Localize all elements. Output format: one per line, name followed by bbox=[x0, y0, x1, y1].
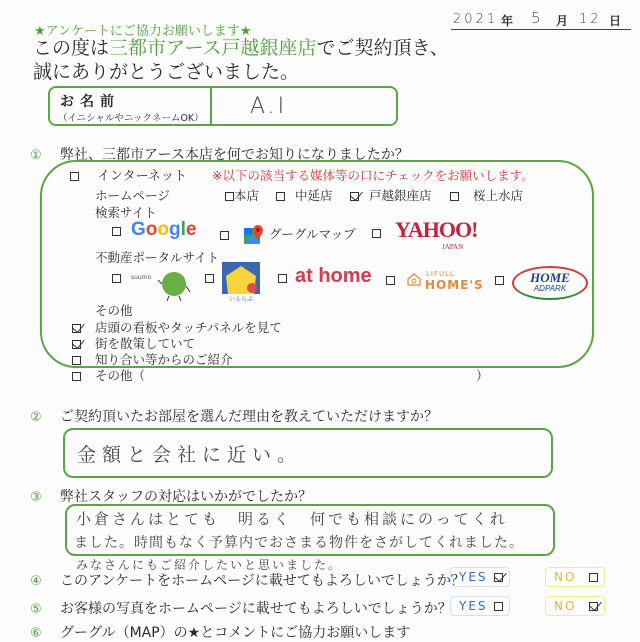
search-option-google[interactable] bbox=[112, 219, 197, 240]
q5-number: ⑤ bbox=[30, 602, 42, 617]
internet-row bbox=[70, 168, 187, 185]
q4-yes-checkbox[interactable] bbox=[494, 573, 503, 582]
athome-logo: at home bbox=[294, 265, 372, 287]
portal-option-athome[interactable] bbox=[278, 265, 372, 287]
checkbox-checked[interactable] bbox=[72, 340, 81, 349]
search-sites-label: 検索サイト bbox=[95, 205, 157, 220]
date-field bbox=[451, 8, 631, 30]
name-box bbox=[48, 86, 398, 126]
intro-pre: この度は bbox=[33, 37, 110, 59]
q4-yes-option[interactable] bbox=[450, 567, 510, 587]
other-close-paren: ） bbox=[476, 368, 489, 383]
q5-question bbox=[30, 598, 452, 618]
portal-option-suumo[interactable] bbox=[112, 270, 151, 286]
checkbox-checked[interactable] bbox=[350, 192, 359, 201]
checkbox[interactable] bbox=[225, 192, 234, 201]
yes-label: YES bbox=[459, 599, 488, 613]
search-option-yahoo[interactable] bbox=[372, 217, 478, 242]
option-label: 店頭の看板やタッチパネルを見て bbox=[95, 320, 282, 335]
checkbox[interactable] bbox=[372, 229, 381, 238]
yahoo-japan-sub: JAPAN bbox=[442, 243, 464, 251]
q5-yes-checkbox[interactable] bbox=[494, 602, 503, 611]
q1-number: ① bbox=[30, 148, 42, 163]
checkbox[interactable] bbox=[205, 274, 214, 283]
google-logo: Google bbox=[130, 219, 197, 240]
q4-text: このアンケートをホームページに載せてもよろしいでしょうか？ bbox=[60, 573, 465, 589]
homeadpark-home: HOME bbox=[530, 270, 570, 285]
homeadpark-sub: ADPARK bbox=[533, 284, 567, 293]
q3-answer-line-2: ました。時間もなく予算内でおさまる物件をさがしてくれました。 bbox=[74, 535, 524, 551]
q5-no-option[interactable] bbox=[545, 596, 605, 616]
store-label: 中延店 bbox=[295, 188, 333, 203]
q3-answer-line-1: 小倉さんはとても 明るく 何でも相談にのってくれ bbox=[76, 510, 508, 528]
lifull-label: LIFULL bbox=[426, 270, 455, 278]
checkbox[interactable] bbox=[72, 372, 81, 381]
store-option-sakurajosui[interactable] bbox=[450, 188, 523, 204]
q6-text: グーグル（MAP）の★とコメントにご協力お願いします bbox=[60, 625, 411, 641]
checkbox-checked[interactable] bbox=[72, 324, 81, 333]
survey-header-tag: ★アンケートにご協力お願いします★ bbox=[34, 24, 252, 39]
q3-number: ③ bbox=[30, 490, 42, 505]
date-day: 12 bbox=[579, 12, 602, 27]
q4-question bbox=[30, 570, 465, 590]
portal-option-homes[interactable] bbox=[386, 272, 395, 288]
portal-option-ielove[interactable] bbox=[205, 270, 214, 286]
option-label: 街を散策していて bbox=[95, 336, 196, 351]
q4-no-option[interactable] bbox=[545, 567, 605, 587]
q1-text: 弊社、三都市アース本店を何でお知りになりましたか？ bbox=[60, 147, 409, 163]
name-value[interactable]: A.I bbox=[250, 94, 288, 119]
q2-answer: 金額と会社に近い。 bbox=[77, 444, 303, 466]
date-month: 5 bbox=[531, 9, 544, 27]
portal-sites-label: 不動産ポータルサイト bbox=[95, 250, 220, 265]
store-label: 戸越銀座店 bbox=[369, 188, 432, 203]
q5-text: お客様の写真をホームページに載せてもよろしいでしょうか？ bbox=[60, 601, 452, 617]
q4-number: ④ bbox=[30, 574, 42, 589]
search-option-google-maps[interactable] bbox=[220, 224, 356, 246]
day-label: 日 bbox=[609, 14, 622, 28]
no-label: NO bbox=[554, 599, 577, 613]
yahoo-logo: YAHOO! bbox=[394, 217, 478, 242]
homes-label: HOME'S bbox=[425, 278, 484, 292]
q2-number: ② bbox=[30, 410, 42, 425]
other-option-walking[interactable] bbox=[72, 336, 195, 352]
option-label: その他（ bbox=[95, 368, 146, 383]
store-name: 三都市アース戸越銀座店 bbox=[109, 37, 317, 59]
checkbox[interactable] bbox=[386, 276, 395, 285]
ielove-label: いえらぶ bbox=[228, 296, 254, 303]
store-label: 桜上水店 bbox=[473, 188, 524, 203]
q3-text: 弊社スタッフの対応はいかがでしたか？ bbox=[60, 489, 312, 505]
name-label: お名前 bbox=[60, 94, 120, 110]
ielove-logo-icon bbox=[222, 262, 262, 302]
q5-no-checkbox[interactable] bbox=[589, 602, 598, 611]
other-option-signboard[interactable] bbox=[72, 320, 282, 336]
store-option-honten[interactable] bbox=[225, 188, 259, 204]
q5-yes-option[interactable] bbox=[450, 596, 510, 616]
q2-question bbox=[30, 406, 438, 426]
q2-answer-box[interactable] bbox=[63, 428, 553, 478]
checkbox[interactable] bbox=[112, 274, 121, 283]
other-option-referral[interactable] bbox=[72, 352, 233, 368]
other-option-other[interactable] bbox=[72, 368, 145, 384]
store-option-nakanobu[interactable] bbox=[276, 188, 333, 204]
internet-checkbox[interactable] bbox=[70, 172, 79, 181]
intro-post: でご契約頂き、 bbox=[316, 37, 449, 59]
google-maps-icon bbox=[243, 224, 265, 246]
google-maps-label: グーグルマップ bbox=[268, 226, 356, 242]
homes-house-icon bbox=[406, 271, 422, 287]
checkbox[interactable] bbox=[72, 356, 81, 365]
checkbox[interactable] bbox=[112, 227, 121, 236]
date-year: 2021 bbox=[453, 12, 499, 27]
internet-label: インターネット bbox=[96, 169, 187, 184]
homeadpark-logo bbox=[512, 266, 588, 300]
intro-line-1 bbox=[33, 36, 449, 60]
q6-number: ⑥ bbox=[30, 626, 42, 641]
homepage-label: ホームページ bbox=[95, 188, 170, 203]
q3-answer-line-3: みなさんにもご紹介したいと思いました。 bbox=[76, 558, 343, 572]
q4-no-checkbox[interactable] bbox=[589, 573, 598, 582]
checkbox[interactable] bbox=[276, 192, 285, 201]
q6-question bbox=[30, 622, 410, 642]
suumo-label: suumo bbox=[130, 274, 152, 281]
month-label: 月 bbox=[556, 14, 569, 28]
q2-text: ご契約頂いたお部屋を選んだ理由を教えていただけますか？ bbox=[60, 409, 438, 425]
suumo-mascot-icon bbox=[157, 270, 191, 302]
name-sublabel: （イニシャルやニックネームOK） bbox=[58, 113, 204, 124]
no-label: NO bbox=[554, 570, 577, 584]
checkbox[interactable] bbox=[220, 231, 229, 240]
portal-option-homeadpark[interactable] bbox=[495, 272, 504, 288]
checkbox[interactable] bbox=[495, 276, 504, 285]
intro-line-2: 誠にありがとうございました。 bbox=[33, 61, 300, 83]
other-label: その他 bbox=[95, 303, 133, 318]
option-label: 知り合い等からのご紹介 bbox=[95, 352, 233, 367]
store-option-togoshiginza[interactable] bbox=[350, 188, 432, 204]
yes-label: YES bbox=[459, 570, 488, 584]
checkbox[interactable] bbox=[450, 192, 459, 201]
year-label: 年 bbox=[501, 14, 514, 28]
store-label: 本店 bbox=[234, 188, 260, 203]
instruction-note: ※以下の該当する媒体等の口にチェックをお願いします。 bbox=[212, 168, 534, 183]
q3-question bbox=[30, 486, 312, 506]
name-box-divider bbox=[210, 88, 212, 124]
checkbox[interactable] bbox=[278, 274, 287, 283]
